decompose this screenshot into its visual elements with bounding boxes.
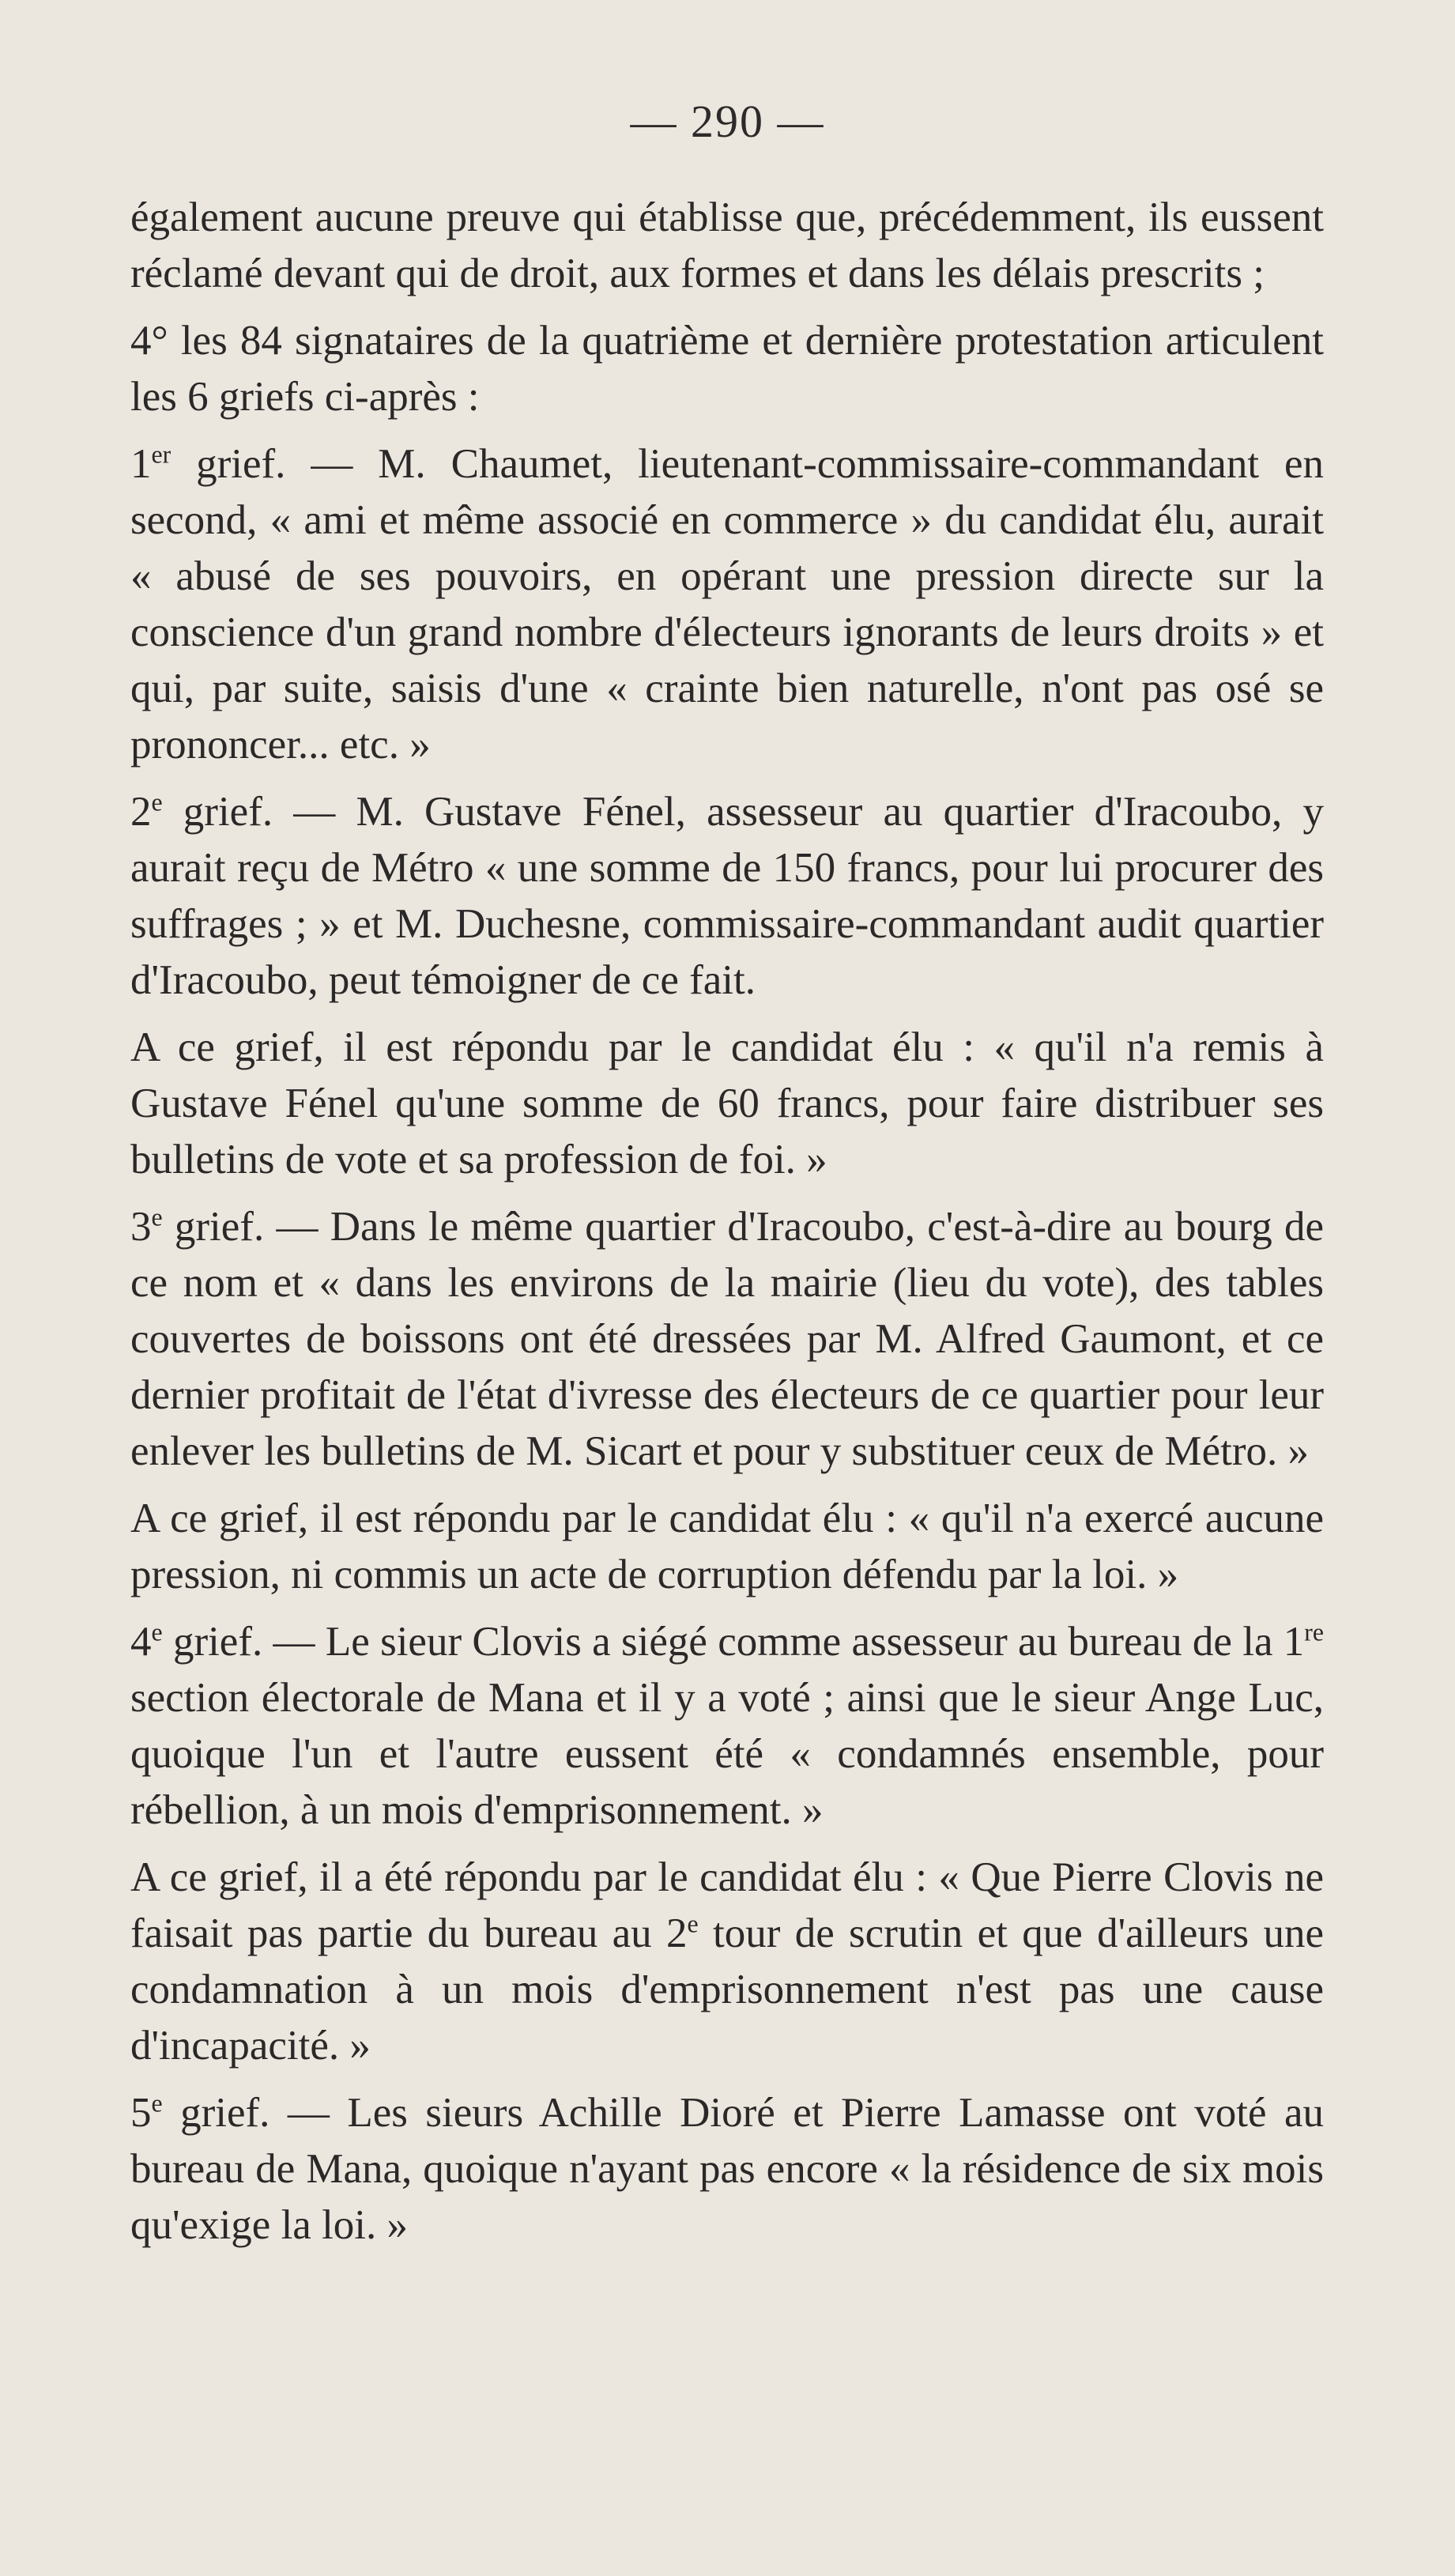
paragraph-2 (130, 313, 1324, 425)
paragraph-10 (130, 2085, 1324, 2254)
paragraph-9 (130, 1850, 1324, 2074)
paragraph-1 (130, 190, 1324, 302)
paragraph-7 (130, 1491, 1324, 1603)
text-run: section électorale de Mana et il y a voté ; ainsi que le sieur Ange Luc, quoique l'un et l'autre eussent été « condamnés ensemble, pour rébellion, à un mois d'emprisonnement. » (130, 1675, 1324, 1833)
text-run: grief. — Le sieur Clovis a siégé comme assesseur au bureau de la 1 (162, 1619, 1305, 1665)
superscript: e (151, 1203, 163, 1231)
superscript: e (151, 1618, 163, 1646)
paragraph-8 (130, 1614, 1324, 1839)
text-run: 4° les 84 signataires de la quatrième et dernière protestation articulent les 6 griefs ci-après : (130, 318, 1324, 420)
text-run: grief. — Les sieurs Achille Dioré et Pierre Lamasse ont voté au bureau de Mana, quoique n'ayant pas encore « la résidence de six mois qu'exige la loi. » (130, 2090, 1324, 2248)
text-run: tour de scrutin et que d'ailleurs une condamnation à un mois d'emprisonnement n'est pas une cause d'incapacité. » (130, 1910, 1324, 2069)
text-run: également aucune preuve qui établisse que, précédemment, ils eussent réclamé devant qui de droit, aux formes et dans les délais prescrits ; (130, 194, 1324, 296)
text-run: A ce grief, il est répondu par le candidat élu : « qu'il n'a remis à Gustave Fénel qu'une somme de 60 francs, pour faire distribuer ses bulletins de vote et sa profession de foi. » (130, 1024, 1324, 1182)
text-run: grief. — M. Gustave Fénel, assesseur au quartier d'Iracoubo, y aurait reçu de Métro « une somme de 150 francs, pour lui procurer des suffrages ; » et M. Duchesne, commissaire-commandant audit quartier d'Iracoubo, peut témoigner de ce fait. (130, 789, 1324, 1003)
text-run: 1 (130, 441, 152, 487)
paragraph-5 (130, 1020, 1324, 1188)
paragraph-3 (130, 436, 1324, 773)
superscript: e (687, 1910, 699, 1938)
body-text (130, 190, 1324, 2265)
page-number: — 290 — (630, 96, 825, 147)
superscript: er (151, 440, 172, 469)
text-run: 3 (130, 1204, 152, 1250)
text-run: grief. — M. Chaumet, lieutenant-commissaire-commandant en second, « ami et même associé en commerce » du candidat élu, aurait « abusé de ses pouvoirs, en opérant une pression directe sur la conscience d'un grand nombre d'électeurs ignorants de leurs droits » et qui, par suite, saisis d'une « crainte bien naturelle, n'ont pas osé se prononcer... etc. » (130, 441, 1324, 768)
text-run: A ce grief, il a été répondu par le candidat élu : « Que Pierre Clovis ne faisait pas partie du bureau au 2 (130, 1854, 1324, 1956)
text-run: A ce grief, il est répondu par le candidat élu : « qu'il n'a exercé aucune pression, ni commis un acte de corruption défendu par la loi. » (130, 1495, 1324, 1597)
paragraph-4 (130, 784, 1324, 1009)
superscript: e (151, 788, 163, 817)
superscript: e (151, 2089, 163, 2118)
superscript: re (1304, 1618, 1324, 1646)
text-run: 2 (130, 789, 152, 835)
text-run: 5 (130, 2090, 152, 2136)
text-run: grief. — Dans le même quartier d'Iracoubo, c'est-à-dire au bourg de ce nom et « dans les environs de la mairie (lieu du vote), des tables couvertes de boissons ont été dressées par M. Alfred Gaumont, et ce dernier profitait de l'état d'ivresse des électeurs de ce quartier pour leur enlever les bulletins de M. Sicart et pour y substituer ceux de Métro. » (130, 1204, 1324, 1474)
text-run: 4 (130, 1619, 152, 1665)
paragraph-6 (130, 1199, 1324, 1480)
